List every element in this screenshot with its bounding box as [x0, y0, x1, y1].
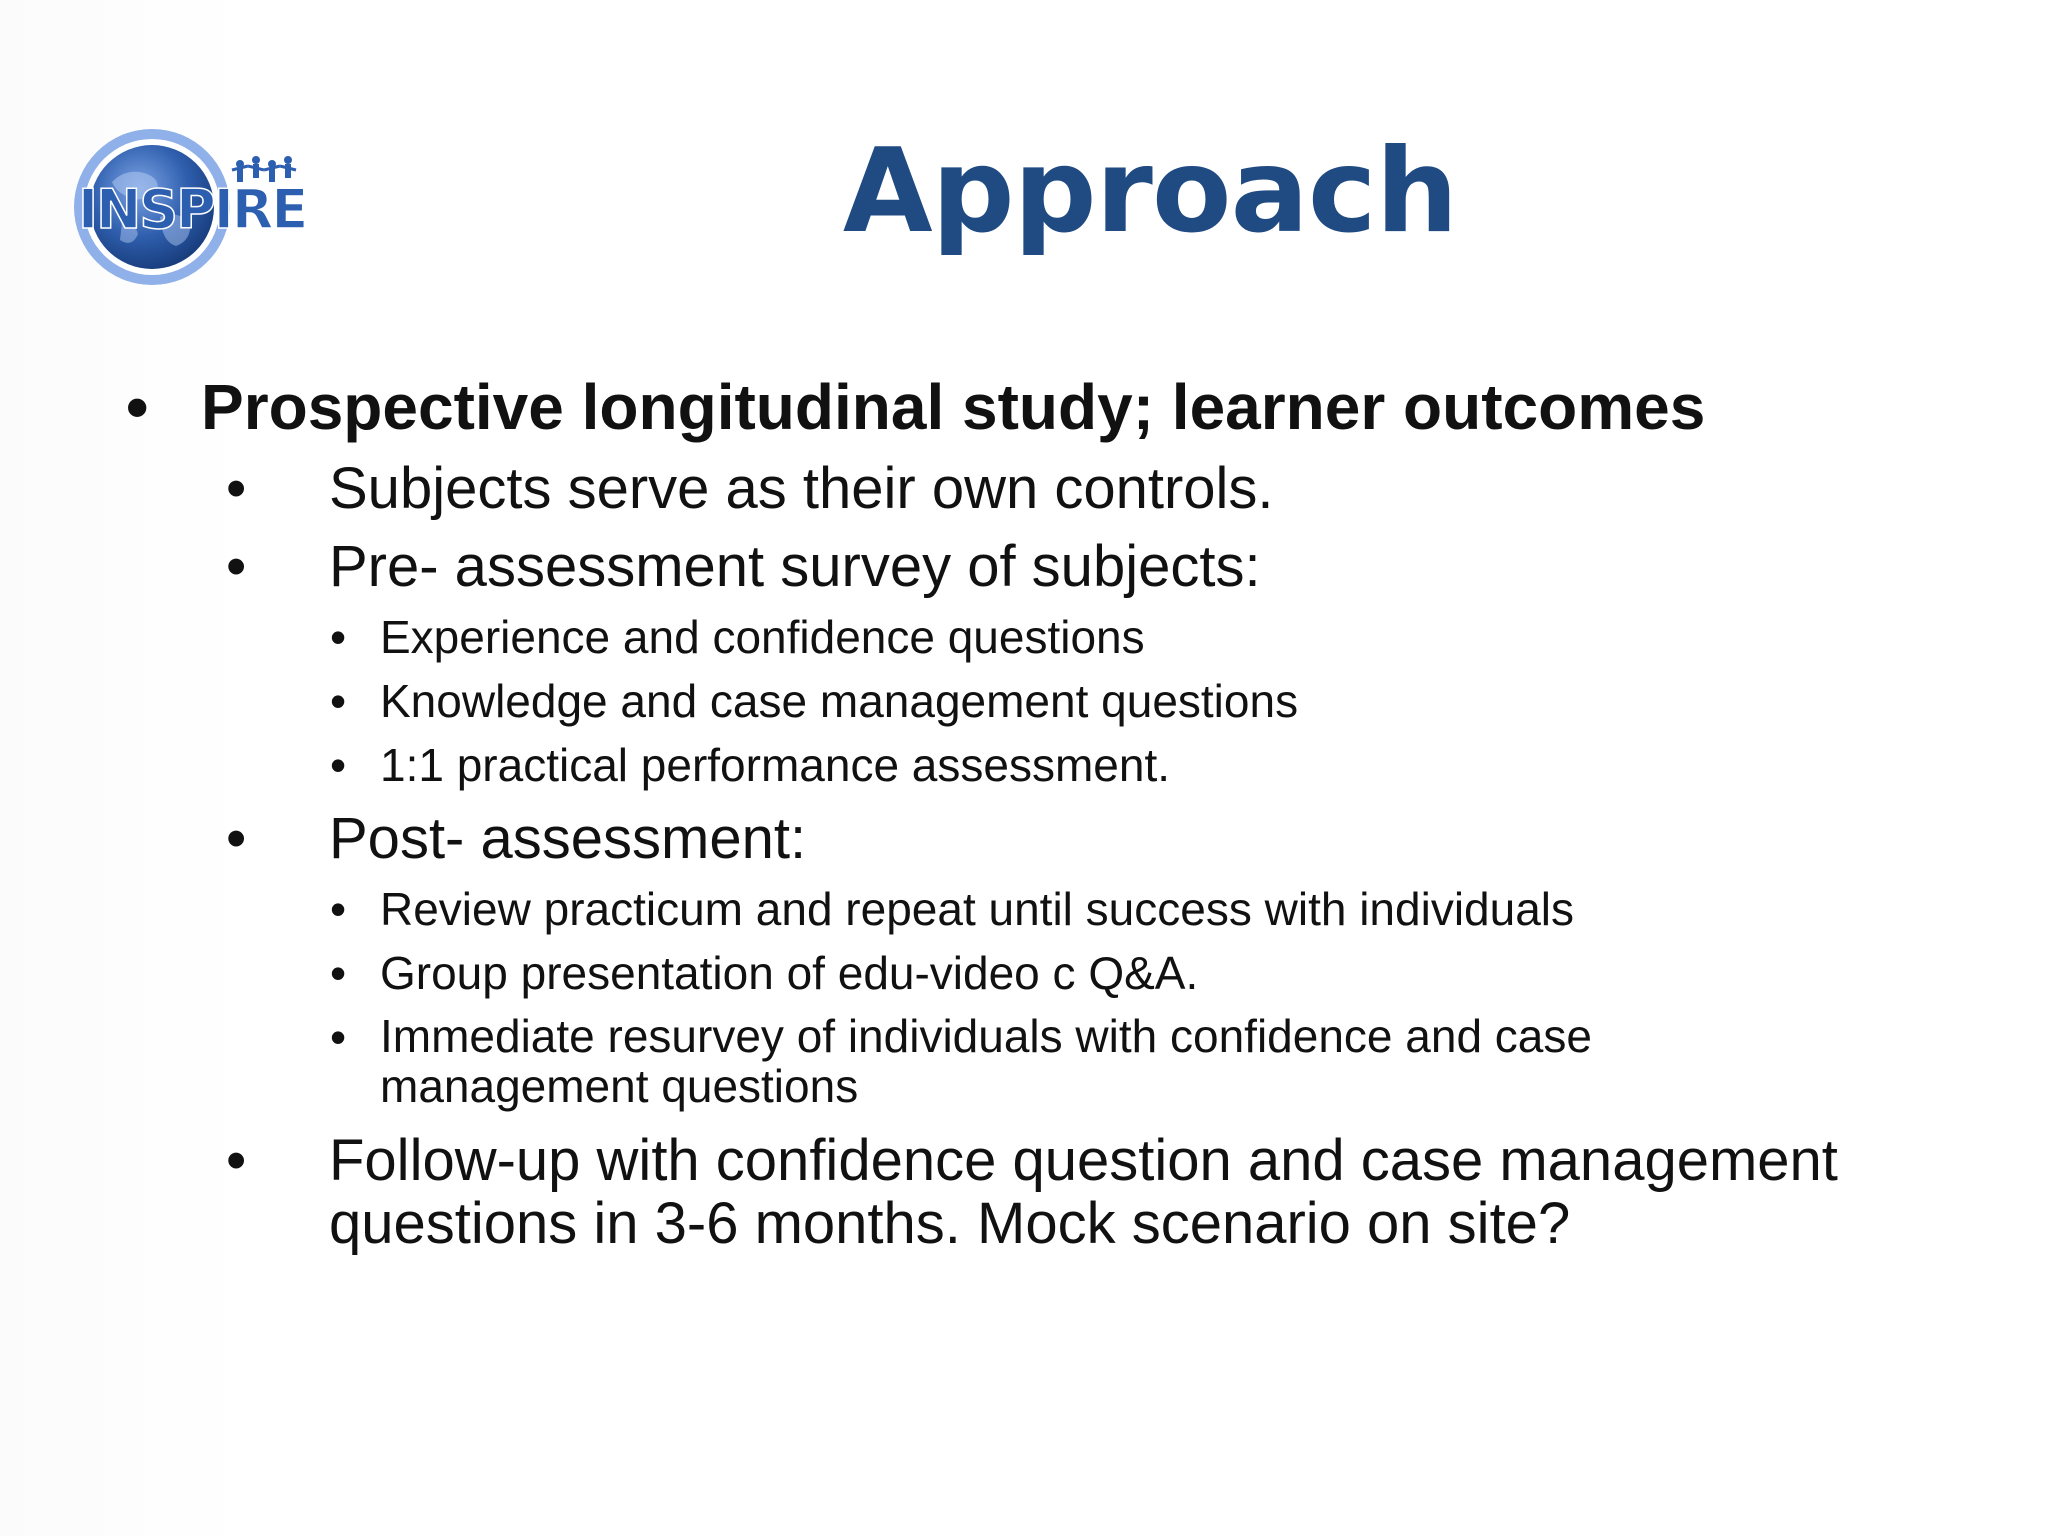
bullet-text: Knowledge and case management questions [380, 675, 1299, 727]
bullet-marker: • [330, 1011, 347, 1063]
sub-sub-bullet [330, 948, 1198, 999]
bullet-text: Post- assessment: [329, 806, 807, 871]
sub-bullet [226, 536, 1261, 599]
bullet-text: Experience and confidence questions [380, 611, 1145, 663]
bullet-marker: • [226, 806, 247, 871]
sub-sub-bullet [330, 1012, 1780, 1111]
bullet-text: 1:1 practical performance assessment. [380, 739, 1171, 791]
slide-title: Approach [842, 124, 1458, 259]
sub-bullet [226, 1130, 1966, 1255]
bullet-marker: • [330, 883, 347, 935]
bullet-marker: • [226, 1128, 247, 1193]
sub-sub-bullet [330, 740, 1170, 791]
bullet-marker: • [226, 456, 247, 521]
bullet-marker: • [330, 611, 347, 663]
bullet-marker: • [126, 371, 149, 443]
logo-text: INSPIRE [78, 178, 307, 241]
sub-sub-bullet [330, 884, 1574, 935]
bullet-marker: • [226, 534, 247, 599]
bullet-text: Subjects serve as their own controls. [329, 456, 1274, 521]
bullet-text: Pre- assessment survey of subjects: [329, 534, 1261, 599]
bullet-main [126, 372, 1705, 442]
bullet-marker: • [330, 739, 347, 791]
inspire-logo [72, 122, 312, 292]
bullet-marker: • [330, 675, 347, 727]
bullet-text: Immediate resurvey of individuals with confidence and case management questions [380, 1010, 1592, 1112]
bullet-text: Prospective longitudinal study; learner outcomes [201, 371, 1706, 443]
bullet-text: Review practicum and repeat until success with individuals [380, 883, 1575, 935]
bullet-marker: • [330, 947, 347, 999]
sub-sub-bullet [330, 676, 1298, 727]
bullet-text: Group presentation of edu-video c Q&A. [380, 947, 1199, 999]
sub-bullet [226, 808, 806, 871]
sub-sub-bullet [330, 612, 1145, 663]
sub-bullet [226, 458, 1274, 521]
bullet-text: Follow-up with confidence question and case management questions in 3-6 months. Mock scenario on site? [329, 1128, 1838, 1256]
